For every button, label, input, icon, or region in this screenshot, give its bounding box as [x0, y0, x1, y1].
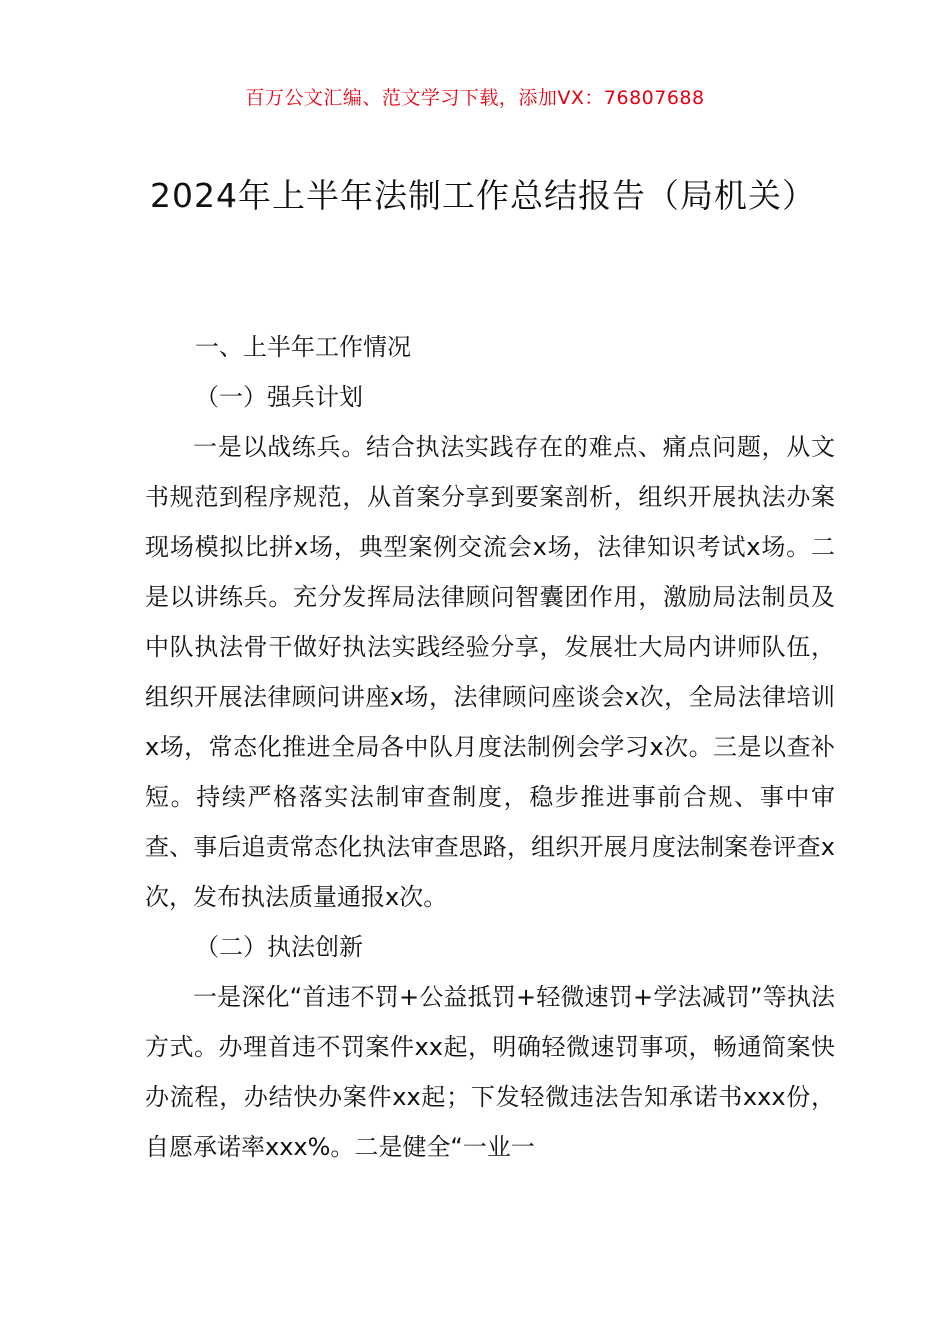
document-title: 2024年上半年法制工作总结报告（局机关） [150, 176, 816, 215]
document-body [145, 322, 835, 1172]
subsection-heading-innovation: （二）执法创新 [195, 933, 363, 961]
promo-banner: 百万公文汇编、范文学习下载，添加VX：76807688 [245, 87, 705, 109]
paragraph-training: 一是以战练兵。结合执法实践存在的难点、痛点问题，从文书规范到程序规范，从首案分享到要案剖析，组织开展执法办案现场模拟比拼x场，典型案例交流会x场，法律知识考试x场。二是以讲练兵。充分发挥局法律顾问智囊团作用，激励局法制员及中队执法骨干做好执法实践经验分享，发展壮大局内讲师队伍，组织开展法律顾问讲座x场，法律顾问座谈会x次，全局法律培训x场，常态化推进全局各中队月度法制例会学习x次。三是以查补短。持续严格落实法制审查制度，稳步推进事前合规、事中审查、事后追责常态化执法审查思路，组织开展月度法制案卷评查x次，发布执法质量通报x次。 [145, 433, 835, 911]
subsection-heading-training: （一）强兵计划 [195, 383, 363, 411]
section-heading: 一、上半年工作情况 [195, 333, 411, 361]
paragraph-innovation: 一是深化“首违不罚+公益抵罚+轻微速罚+学法减罚”等执法方式。办理首违不罚案件xx起，明确轻微速罚事项，畅通简案快办流程，办结快办案件xx起；下发轻微违法告知承诺书xxx份，自愿承诺率xxx%。二是健全“一业一 [145, 983, 835, 1161]
